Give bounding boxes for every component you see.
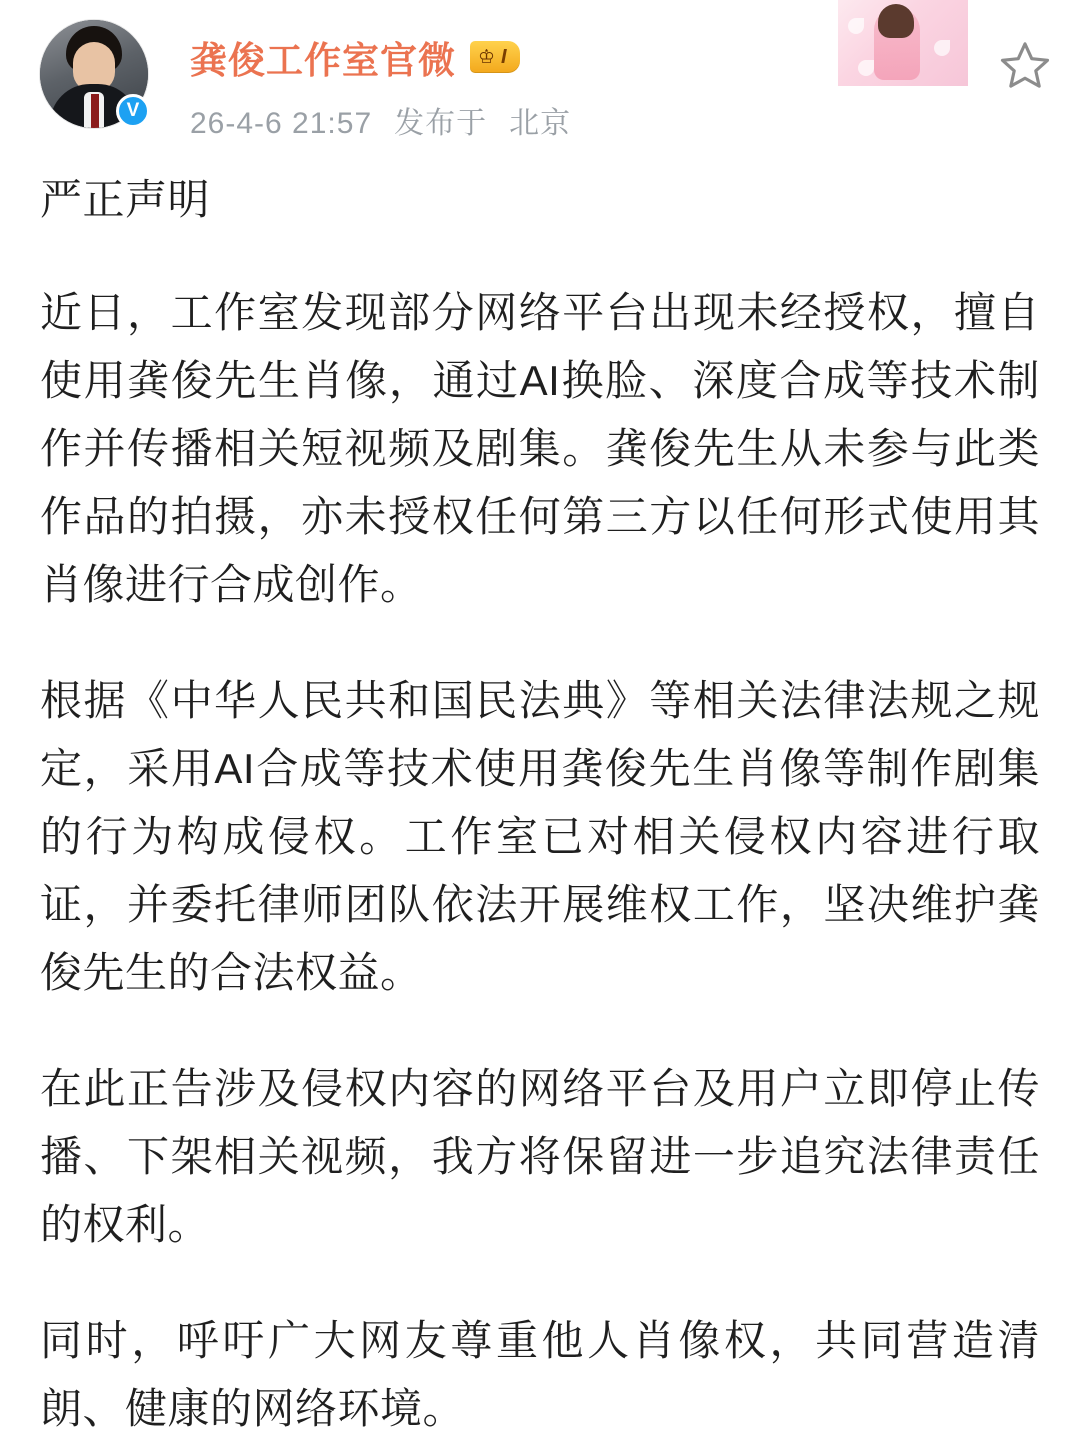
decorative-illustration [838,0,968,86]
post-location-prefix: 发布于 [394,107,488,140]
star-icon[interactable] [998,38,1052,92]
petal-icon [934,40,950,56]
post-paragraph: 同时，呼吁广大网友尊重他人肖像权，共同营造清朗、健康的网络环境。 [40,1317,1040,1433]
post-paragraph: 在此正告涉及侵权内容的网络平台及用户立即停止传播、下架相关视频，我方将保留进一步追究法律责任的权利。 [40,1065,1040,1249]
post-timestamp: 26-4-6 21:57 [190,107,373,140]
post-meta [190,98,1080,142]
verified-badge-icon: V [116,94,150,128]
vip-badge[interactable] [470,41,520,73]
post-paragraph: 根据《中华人民共和国民法典》等相关法律法规之规定，采用AI合成等技术使用龚俊先生肖像等制作剧集的行为构成侵权。工作室已对相关侵权内容进行取证，并委托律师团队依法开展维权工作，坚决维护龚俊先生的合法权益。 [40,677,1040,997]
crown-icon: ♔ [478,46,496,68]
petal-icon [858,60,874,76]
post-paragraph: 近日，工作室发现部分网络平台出现未经授权，擅自使用龚俊先生肖像，通过AI换脸、深度合成等技术制作并传播相关短视频及剧集。龚俊先生从未参与此类作品的拍摄，亦未授权任何第三方以任何形式使用其肖像进行合成创作。 [40,289,1040,609]
post-header [0,0,1080,150]
account-name[interactable]: 龚俊工作室官微 [190,40,456,81]
avatar[interactable] [40,20,148,128]
avatar-tie [91,94,99,128]
post-location: 北京 [509,107,572,140]
petal-icon [848,18,864,34]
post-title: 严正声明 [40,176,211,223]
illustration-hair [878,4,914,38]
vip-level-label: I [501,45,507,68]
post-content [0,168,1080,1443]
